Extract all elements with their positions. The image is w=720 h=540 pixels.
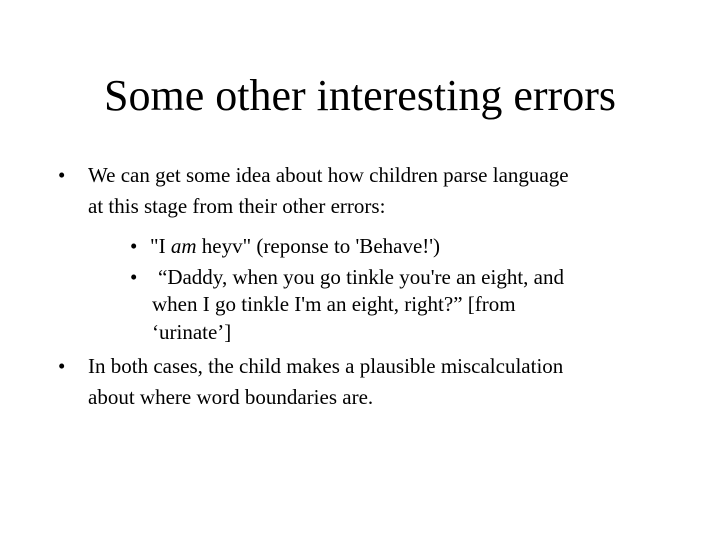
bullet-1-line-2: at this stage from their other errors:	[88, 194, 386, 218]
bullet-marker: •	[58, 354, 66, 378]
sub-bullet-1-text	[150, 231, 440, 262]
bullet-marker: •	[58, 163, 66, 187]
bullet-2-line-1: In both cases, the child makes a plausible miscalculation	[88, 354, 564, 378]
bullet-2-line-2: about where word boundaries are.	[88, 385, 374, 409]
sub-bullet-1-after: heyv" (reponse to 'Behave!')	[196, 234, 441, 258]
sub-bullet-1-before: "I	[150, 234, 171, 258]
sub-bullet-marker: •	[130, 265, 138, 289]
slide-title: Some other interesting errors	[104, 71, 616, 120]
sub-bullet-2-line-1: “Daddy, when you go tinkle you're an eight, and	[158, 265, 564, 289]
sub-bullet-marker: •	[130, 234, 138, 258]
sub-bullet-2-line-2: when I go tinkle I'm an eight, right?” [from	[152, 292, 516, 316]
sub-bullet-2-line-3: ‘urinate’]	[152, 320, 232, 344]
sub-bullet-1-emphasis: am	[170, 234, 197, 258]
bullet-1-line-1: We can get some idea about how children parse language	[88, 163, 569, 187]
